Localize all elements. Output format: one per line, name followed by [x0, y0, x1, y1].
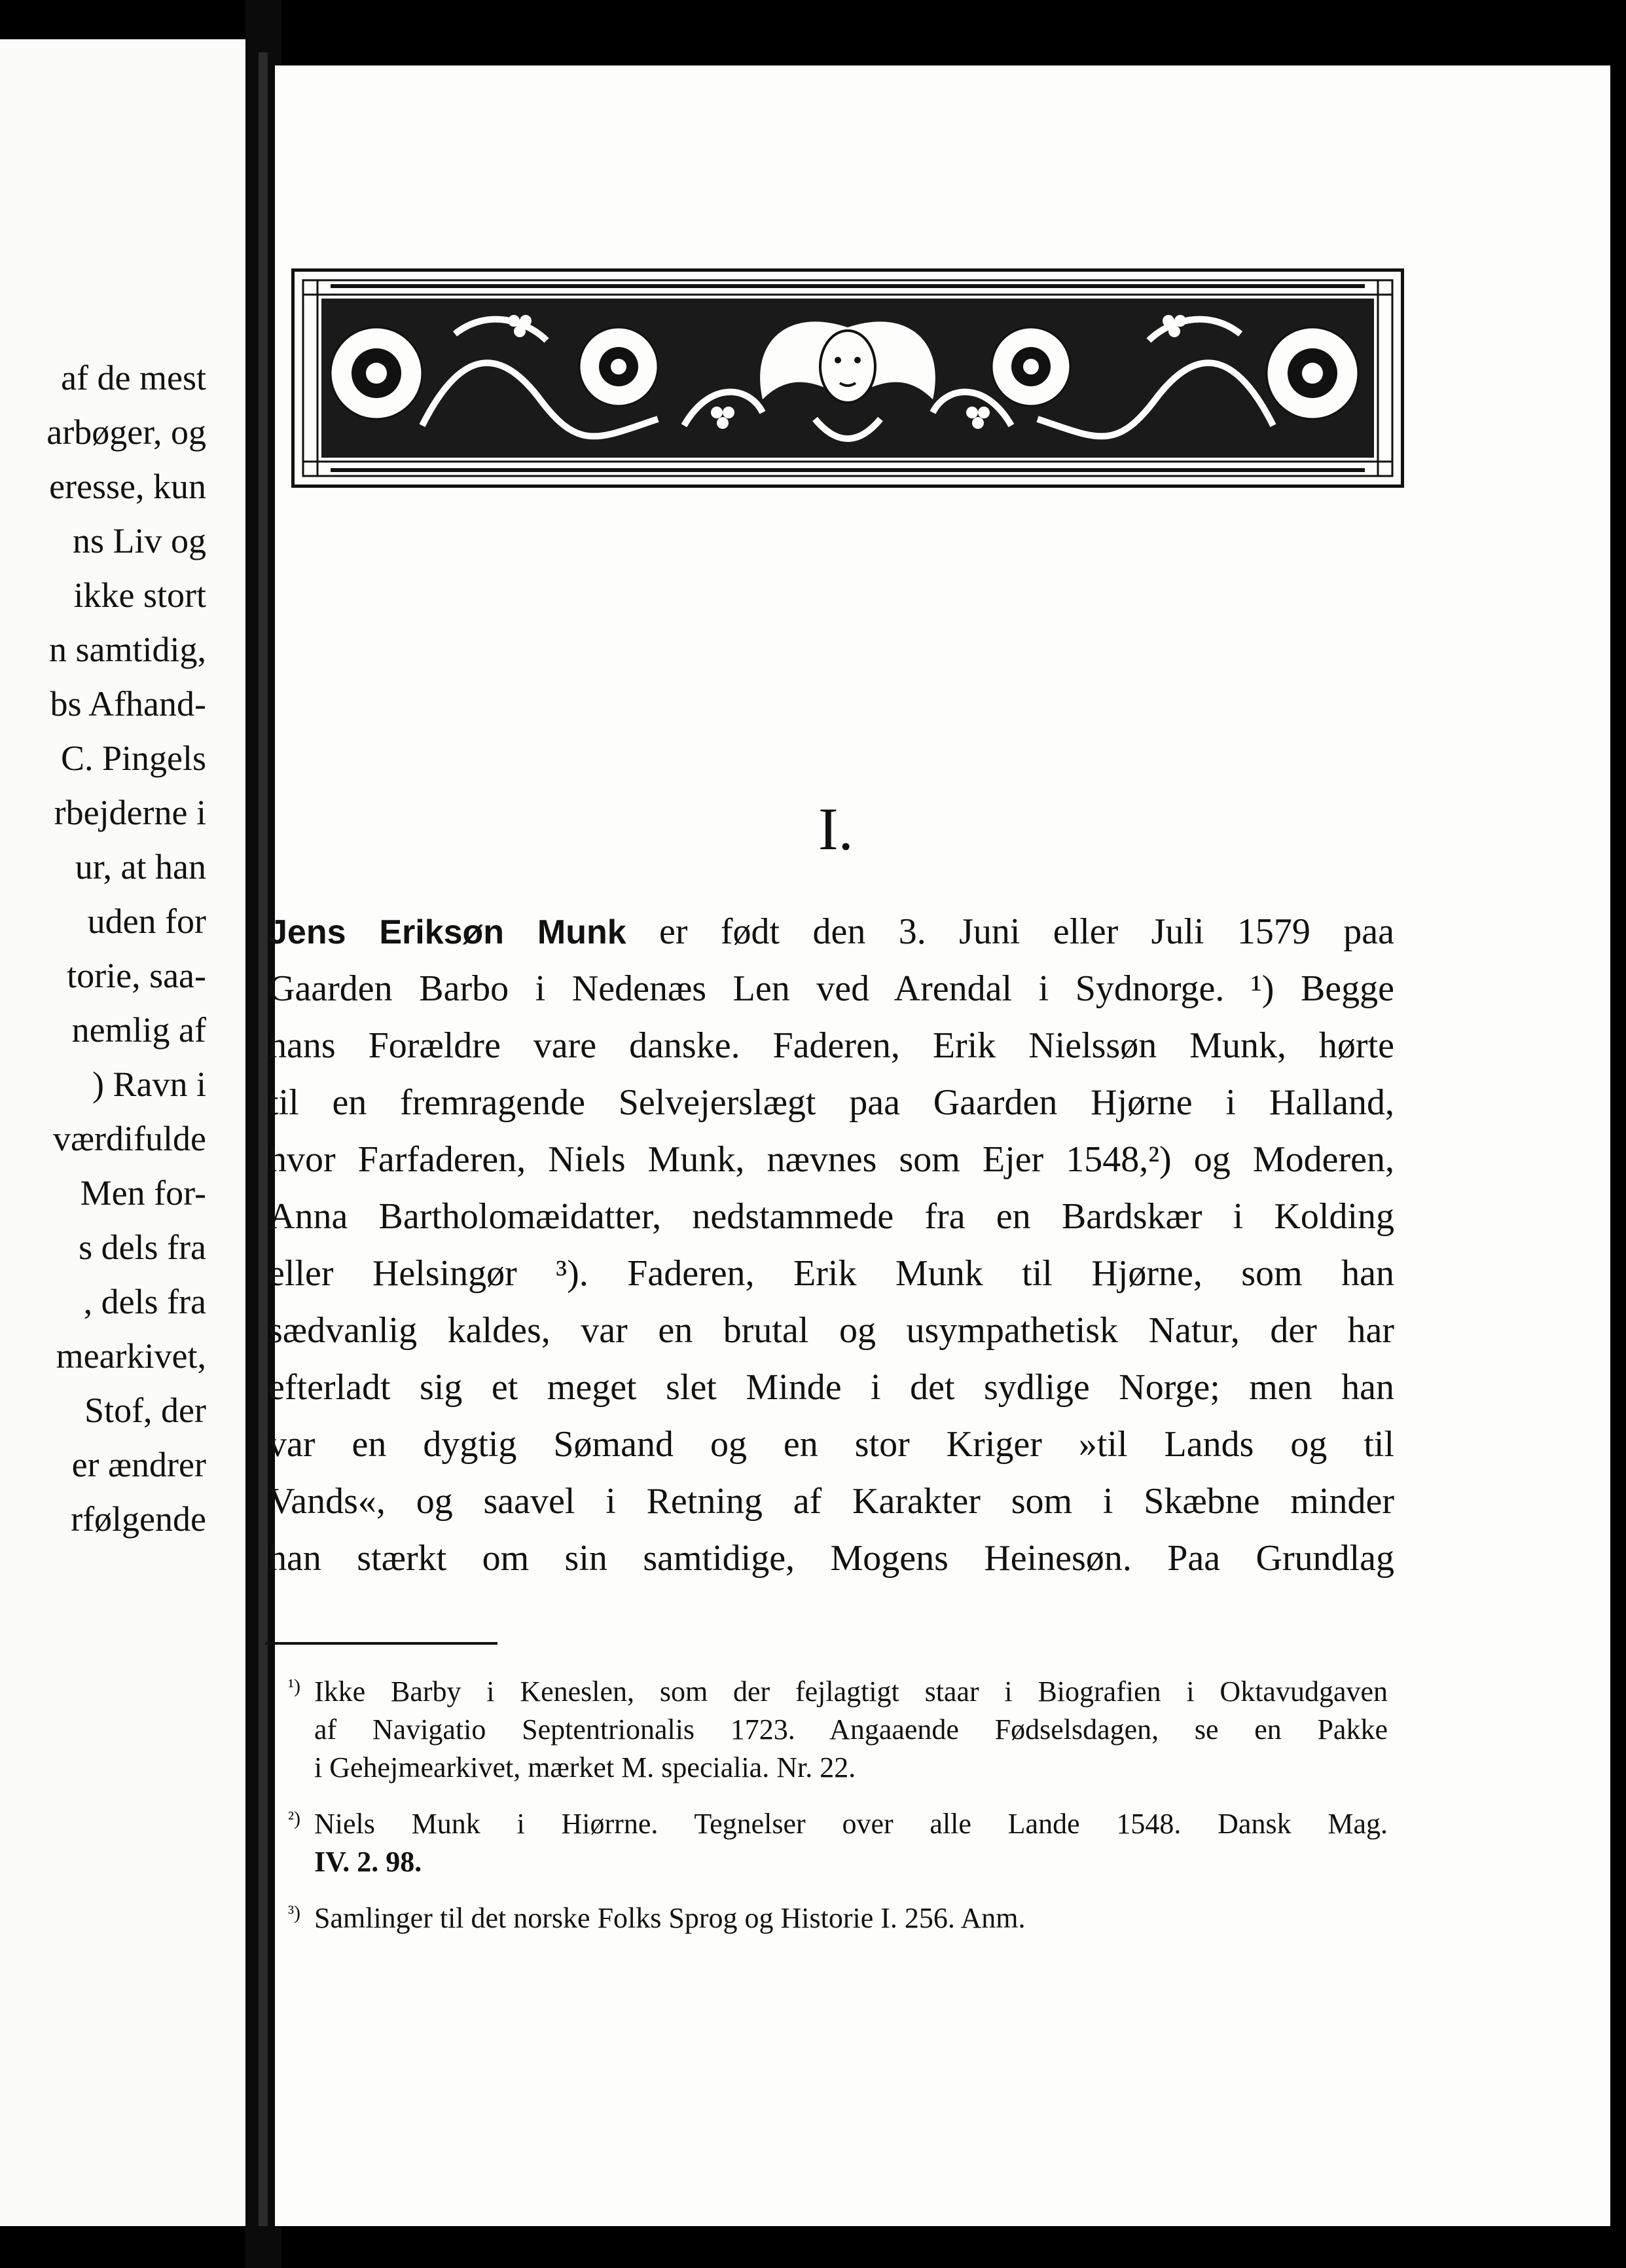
chapter-number: I.: [818, 796, 854, 862]
left-page-line: rbejderne i: [54, 793, 206, 832]
decorative-headpiece: [291, 268, 1404, 488]
left-page-line: C. Pingels: [60, 739, 206, 778]
left-page-line: ur, at han: [75, 847, 206, 887]
footnote-line: af Navigatio Septentrionalis 1723. Angaaende Fødselsdagen, se en Pakke: [314, 1713, 1388, 1746]
left-page-line: n samtidig,: [49, 630, 206, 669]
body-line: Vands«, og saavel i Retning af Karakter som i Skæbne minder: [268, 1481, 1394, 1522]
footnote-line: Samlinger til det norske Folks Sprog og Historie I. 256. Anm.: [314, 1902, 1026, 1934]
left-page-line: s dels fra: [79, 1228, 206, 1267]
footnote-line: Ikke Barby i Keneslen, som der fejlagtigt staar i Biografien i Oktavudgaven: [314, 1675, 1388, 1708]
left-page-line: er ændrer: [71, 1445, 206, 1484]
left-page-line: Stof, der: [84, 1391, 206, 1430]
body-line: efterladt sig et meget slet Minde i det sydlige Norge; men han: [268, 1367, 1394, 1408]
left-page-line: af de mest: [61, 358, 206, 397]
body-line: eller Helsingør ³). Faderen, Erik Munk til Hjørne, som han: [268, 1253, 1394, 1294]
left-facing-page: [0, 39, 245, 2226]
footnote-rule: [265, 1642, 497, 1645]
footnote-mark: ³): [288, 1902, 300, 1924]
left-page-line: mearkivet,: [56, 1336, 206, 1376]
body-paragraph: [268, 904, 1394, 1587]
left-page-line: torie, saa-: [67, 956, 206, 995]
body-line: til en fremragende Selvejerslægt paa Gaarden Hjørne i Halland,: [268, 1082, 1394, 1123]
footnote-1: [288, 1673, 1388, 1787]
person-name: Jens Eriksøn Munk: [268, 913, 626, 951]
footnote-line: Niels Munk i Hiørrne. Tegnelser over alle Lande 1548. Dansk Mag.: [314, 1808, 1388, 1840]
left-page-line: uden for: [87, 902, 206, 941]
left-page-line: bs Afhand-: [50, 684, 206, 723]
footnote-mark: ¹): [288, 1675, 300, 1697]
left-page-line: ) Ravn i: [92, 1065, 206, 1104]
body-line: var en dygtig Sømand og en stor Kriger »til Lands og til: [268, 1424, 1394, 1465]
body-line: hvor Farfaderen, Niels Munk, nævnes som Ejer 1548,²) og Moderen,: [268, 1139, 1394, 1180]
left-page-line: Men for-: [80, 1173, 206, 1213]
right-edge-shadow: [1610, 0, 1626, 2268]
left-page-line: ikke stort: [73, 576, 206, 615]
footnotes: [288, 1673, 1388, 1956]
body-line: Gaarden Barbo i Nedenæs Len ved Arendal i Sydnorge. ¹) Begge: [268, 968, 1394, 1009]
footnote-mark: ²): [288, 1808, 300, 1829]
left-page-line: nemlig af: [71, 1010, 206, 1050]
footnote-line: i Gehejmearkivet, mærket M. specialia. Nr. 22.: [314, 1751, 856, 1783]
left-page-line: rfølgende: [71, 1499, 206, 1539]
body-line: han stærkt om sin samtidige, Mogens Heinesøn. Paa Grundlag: [268, 1538, 1394, 1579]
footnote-line: IV. 2. 98.: [314, 1846, 422, 1878]
footnote-3: [288, 1899, 1388, 1937]
left-page-line: værdifulde: [53, 1119, 206, 1158]
left-page-line: arbøger, og: [46, 412, 206, 452]
body-line: hans Forældre vare danske. Faderen, Erik Nielssøn Munk, hørte: [268, 1025, 1394, 1066]
body-line: Jens Eriksøn Munk er født den 3. Juni eller Juli 1579 paa: [268, 911, 1394, 952]
left-page-line: , dels fra: [83, 1282, 206, 1321]
left-page-line: ns Liv og: [72, 521, 206, 560]
body-line: sædvanlig kaldes, var en brutal og usympathetisk Natur, der har: [268, 1310, 1394, 1351]
footnote-2: [288, 1805, 1388, 1881]
left-page-line: eresse, kun: [49, 467, 206, 506]
body-line: Anna Bartholomæidatter, nedstammede fra en Bardskær i Kolding: [268, 1196, 1394, 1237]
